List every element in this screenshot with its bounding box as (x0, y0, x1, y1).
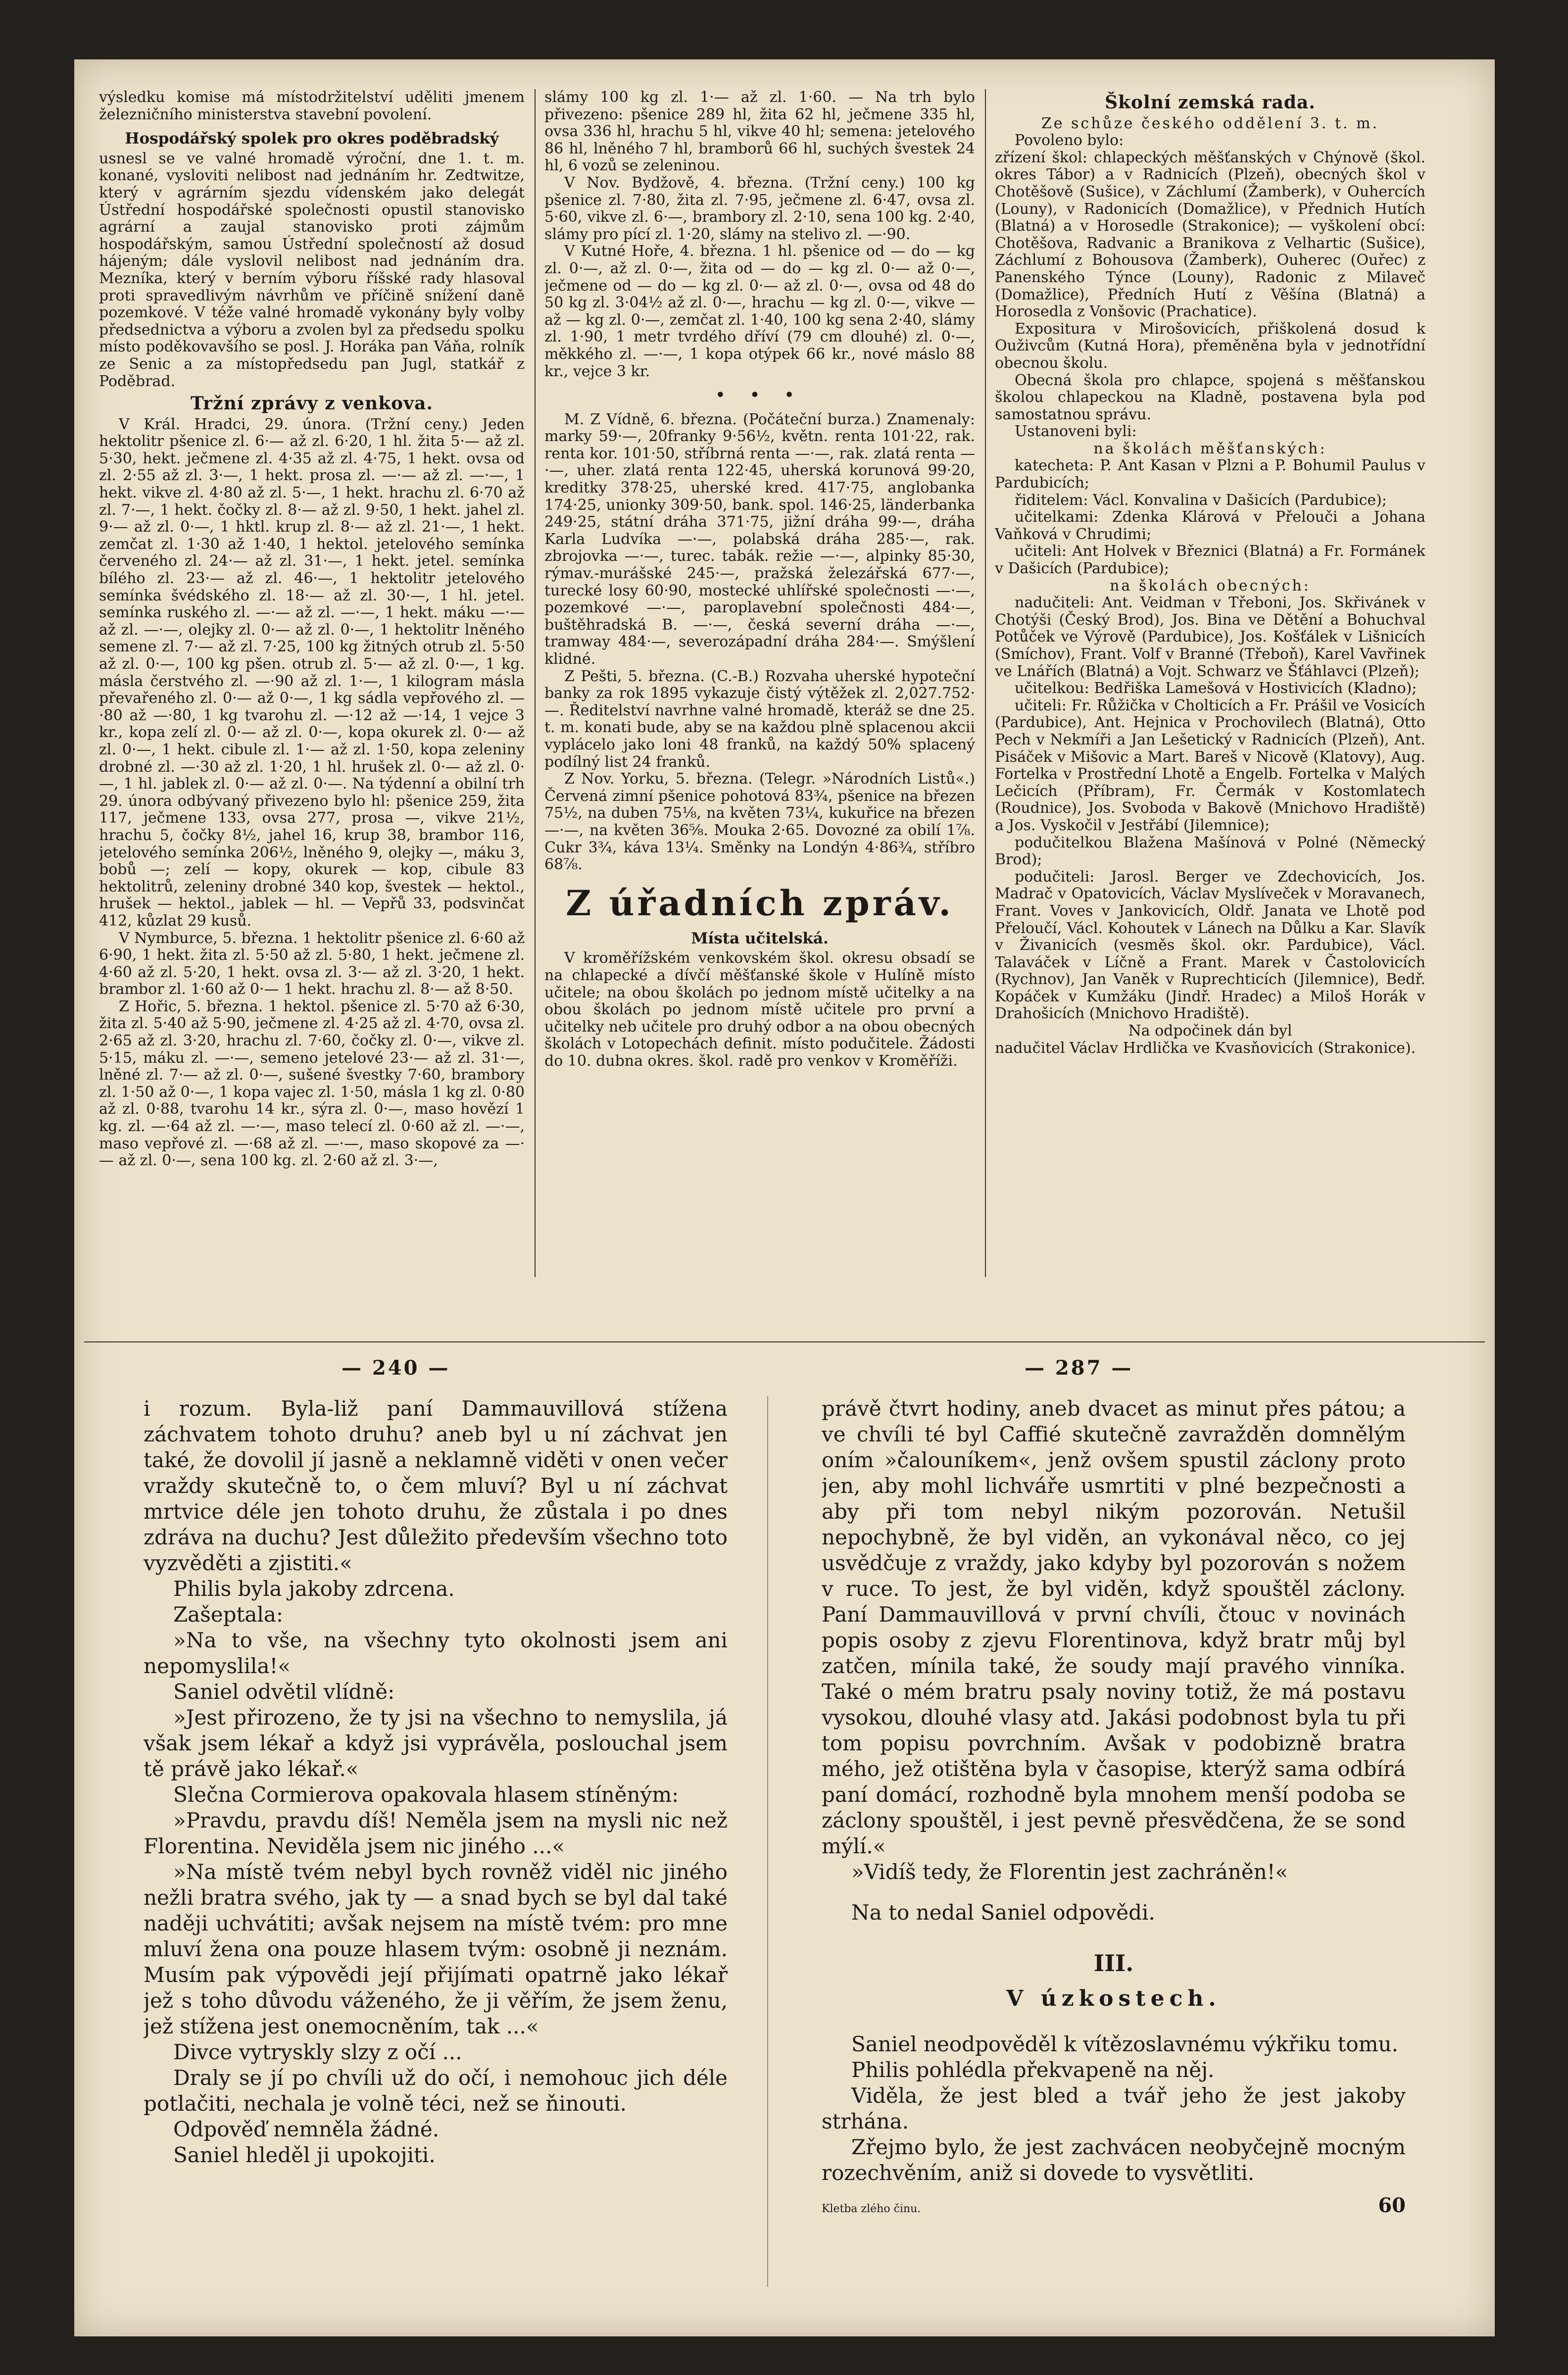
chapter-number: III. (1093, 1950, 1134, 1977)
subheading: Ze schůze českého oddělení 3. t. m. (1041, 114, 1379, 132)
text-paragraph: Zřejmo bylo, že jest zachvácen neobyčejně mocným rozechvěním, aniž si dovede to vysvětliti. (822, 2135, 1406, 2185)
column-2 (544, 89, 975, 1317)
text-paragraph: Saniel hleděl ji upokojiti. (173, 2143, 436, 2167)
section-separator: • • • (715, 387, 804, 404)
newspaper-sheet (74, 59, 1495, 2336)
text-paragraph: »Pravdu, pravdu díš! Neměla jsem na mysli nic než Florentina. Neviděla jsem nic jiného ...« (144, 1808, 728, 1858)
chapter-title: V úzkostech. (1006, 1986, 1221, 2011)
page-number: — 287 — (1025, 1356, 1133, 1380)
text-paragraph: učitelkami: Zdenka Klárová v Přelouči a Johana Vaňková v Chrudimi; (995, 508, 1425, 543)
subheading: na školách měšťanských: (1093, 440, 1327, 457)
section-divider (84, 1341, 1485, 1342)
text-paragraph: Divce vytryskly slzy z očí ... (173, 2040, 462, 2064)
page-divider (767, 1396, 768, 2287)
text-paragraph: »Na místě tvém nebyl bych rovněž viděl nic jiného nežli bratra svého, jak ty — a snad bych se byl dal také naději uchvátiti; avšak nejsem na místě tvém: pro mne mluví žena ona pouze hlasem tvým: osobně ji neznám. Musím pak výpovědi její přijímati opatrně jako lékař jež s toho důvodu váženého, že ji věřím, že jsem ženu, jež stížena jest onemocněním, tak ...« (144, 1860, 728, 2038)
text-paragraph: Na to nedal Saniel odpovědi. (851, 1900, 1155, 1925)
text-paragraph: výsledku komise má místodržitelství uděliti jmenem železničního ministerstva stavební povolení. (99, 89, 525, 123)
text-paragraph: Philis pohlédla překvapeně na něj. (851, 2058, 1215, 2082)
section-title: Z úřadních zpráv. (566, 882, 954, 924)
sheet-number: 60 (1378, 2194, 1406, 2217)
section-heading: Školní zemská rada. (1105, 92, 1316, 113)
text-paragraph: Viděla, že jest bled a tvář jeho že jest jakoby strhána. (822, 2083, 1406, 2133)
column-3 (995, 89, 1425, 1317)
text-paragraph: podučitelkou Blažena Mašínová v Polné (Německý Brod); (995, 834, 1425, 869)
text-paragraph: řiditelem: Václ. Konvalina v Dašicích (Pardubice); (1015, 491, 1387, 509)
subheading: na školách obecných: (1110, 577, 1311, 594)
text-paragraph: zřízení škol: chlapeckých měšťanských v Chýnově (škol. okres Tábor) a v Radnicích (Plzeň), obecných škol v Chotěšově (Sušice), v Záchlumí (Žamberk), v Ouhercích (Louny), v Radonicích (Domažlice), v Přednich Hutích (Blatná) a v Horosedle (Strakonice); — vyškolení obcí: Chotěšova, Radvanic a Branikova z Velhartic (Sušice), Záchlumí z Bohousova (Žamberk), Ouherec (Ouřec) z Panenského Týnce (Louny), Radonic z Milaveč (Domažlice), Předních Hutí z Věšína (Blatná) a Horosedla z Vonšovic (Prachatice). (995, 148, 1425, 321)
footer-note: Kletba zlého činu. (822, 2203, 921, 2215)
text-paragraph: Obecná škola pro chlapce, spojená s měšťanskou školou chlapeckou na Kladně, postavena byla pod samostatnou správu. (995, 371, 1425, 423)
column-divider (985, 89, 986, 1277)
page-number: — 240 — (342, 1356, 450, 1380)
section-heading: Místa učitelská. (691, 929, 829, 947)
page-footer (822, 2193, 1406, 2222)
section-heading: Hospodářský spolek pro okres poděbradský (125, 130, 499, 148)
text-paragraph: slámy 100 kg zl. 1·— až zl. 1·60. — Na trh bylo přivezeno: pšenice 289 hl, žita 62 hl, ječmene 335 hl, ovsa 336 hl, hrachu 5 hl, vikve 40 hl; semena: jetelového 86 hl, lněného 7 hl, bramborů 66 hl, suchých švestek 24 hl, 6 vozů se zeleninou. (544, 89, 975, 175)
text-paragraph: V kroměřížském venkovském škol. okresu obsadí se na chlapecké a dívčí měšťanské škole v Hulíně místo učitele; na obou školách po jednom místě učitelky a na obou školách po jednom místě učitele pro první a učitelky neb učitele pro druhý odbor a na obou obecných školách v Lotopechách definit. místo podučitele. Žádosti do 10. dubna okres. škol. radě pro venkov v Kroměříži. (544, 949, 975, 1070)
text-paragraph: V Nymburce, 5. března. 1 hektolitr pšenice zl. 6·60 až 6·90, 1 hekt. žita zl. 5·50 až zl. 5·80, 1 hekt. ječmene zl. 4·60 až zl. 5·20, 1 hekt. ovsa zl. 3·— až zl. 3·20, 1 hekt. brambor zl. 1·60 až 0·— 1 hekt. hrachu zl. 8·— až 8·50. (99, 929, 525, 998)
text-paragraph: Na odpočinek dán byl (1128, 1022, 1292, 1040)
text-paragraph: právě čtvrt hodiny, aneb dvacet as minut přes pátou; a ve chvíli té byl Caffié skutečně zavražděn domnělým oním »čalouníkem«, jenž ovšem spustil záclony proto jen, aby mohl lichváře usmrtiti v plné bezpečnosti a aby při tom nebyl nikým pozorován. Netušil nepochybně, že byl viděn, an vykonával něco, co jej usvědčuje z vraždy, jako kdyby byl pozorován s nožem v ruce. To jest, že byl viděn, když spouštěl záclony. Paní Dammauvillová v první chvíli, čtouc v novinách popis osoby z zjevu Florentinova, když bratr můj byl zatčen, mínila také, že soudy mají pravého vinníka. Také o mém bratru psaly noviny totiž, že má postavu vysokou, dlouhé vlasy atd. Jakási podobnost byla tu při tom popisu povrchním. Avšak v podobizně bratra mého, jež otištěna byla v časopise, kterýž sama odbírá paní domácí, rozhodně byla mnohem menší podoba se záclony spouštěl, i jest pevně přesvědčena, že se sond mýlí.« (822, 1396, 1406, 1858)
text-paragraph: Expositura v Mirošovicích, přiškolená dosud k Ouživcům (Kutná Hora), přeměněna byla v jednotřídní obecnou školu. (995, 320, 1425, 372)
text-paragraph: Z Pešti, 5. března. (C.-B.) Rozvaha uherské hypoteční banky za rok 1895 vykazuje čistý výtěžek zl. 2,027.752·—. Ředitelství navrhne valné hromadě, kteráž se dne 25. t. m. konati bude, aby se na každou plně splacenou akcii vyplácelo jako loni 48 franků, na každý 50% splacený podílný list 24 franků. (544, 667, 975, 771)
text-paragraph: »Na to vše, na všechny tyto okolnosti jsem ani nepomyslila!« (144, 1628, 728, 1678)
column-1 (99, 89, 525, 1317)
section-heading: Tržní zprávy z venkova. (191, 393, 433, 414)
text-paragraph: Draly se jí po chvíli už do očí, i nemohouc jich déle potlačiti, nechala je volně téci, než se ňinouti. (144, 2066, 728, 2116)
text-paragraph: učitelkou: Bedřiška Lamešová v Hostivicích (Kladno); (1015, 680, 1417, 697)
text-paragraph: nadučiteli: Ant. Veidman v Třeboni, Jos. Skřivánek v Chotýši (Český Brod), Jos. Bina ve Dětění a Bohuchval Potůček ve Výrově (Pardubice), Jos. Košťálek v Lišnicích (Smíchov), Frant. Volf v Branné (Třeboň), Karel Vavřinek ve Lnářích (Blatná) a Vojt. Schwarz ve Šťáhlavci (Plzeň); (995, 594, 1425, 680)
text-paragraph: V Nov. Bydžově, 4. března. (Tržní ceny.) 100 kg pšenice zl. 7·80, žita zl. 7·95, ječmene zl. 6·47, ovsa zl. 5·60, vikve zl. 6·—, brambory zl. 2·10, sena 100 kg. 2·40, slámy pro pící zl. 1·20, slámy na stelivo zl. —·90. (544, 174, 975, 243)
left-novel-page (144, 1396, 728, 2317)
text-paragraph: usnesl se ve valné hromadě výroční, dne 1. t. m. konané, vysloviti nelibost nad jednáním hr. Zedtwitze, který v agrárním sjezdu vídenském jako delegát Ústřední hospodářské společnosti opustil stanovisko agrární a zaujal stanovisko proti zájmům hospodářským, samou Ústřední společností až dosud hájeným; dále vyslovil nelibost nad jednáním dra. Mezníka, který v berním výboru říšské rady hlasoval proti spravedlivým návrhům ve příčině snížení daně pozemkové. V téže valné hromadě vykonány byly volby předsednictva a výboru a zvolen byl za předsedu spolku místo poděkovavšího se posl. J. Horáka pan Váňa, rolník ze Senic a za místopředsedu pan Jugl, statkář z Poděbrad. (99, 149, 525, 390)
text-paragraph: Ustanoveni byli: (1015, 423, 1137, 441)
text-paragraph: Odpověď nemněla žádné. (173, 2117, 440, 2141)
text-paragraph: V Kutné Hoře, 4. března. 1 hl. pšenice od — do — kg zl. 0·—, až zl. 0·—, žita od — do — kg zl. 0·— až 0·—, ječmene od — do — kg zl. 0·— až zl. 0·—, ovsa od 48 do 50 kg zl. 3·04½ až zl. 0·—, hrachu — kg zl. 0·—, vikve — až — kg zl. 0·—, zemčat zl. 1·40, 100 kg sena 2·40, slámy zl. 1·90, 1 metr tvrdého dříví (79 cm dlouhé) zl. 0·—, měkkého zl. —·—, 1 kopa otýpek 66 kr., nové máslo 88 kr., vejce 3 kr. (544, 243, 975, 380)
text-paragraph: V Král. Hradci, 29. února. (Tržní ceny.) Jeden hektolitr pšenice zl. 6·— až zl. 6·20, 1 hl. žita 5·— až zl. 5·30, hekt. ječmene zl. 4·35 až zl. 4·75, 1 hekt. ovsa od zl. 2·55 až zl. 3·—, 1 hekt. prosa zl. —·— až zl. —·—, 1 hekt. vikve zl. 4·80 až zl. 5·—, 1 hekt. hrachu zl. 6·70 až zl. 7·—, 1 hekt. čočky zl. 8·— až zl. 9·50, 1 hekt. jahel zl. 9·— až zl. 0·—, 1 hktl. krup zl. 8·— až zl. 21·—, 1 hekt. zemčat zl. 1·30 až 1·40, 1 hektol. jetelového semínka červeného zl. 24·— až zl. 31·—, 1 hekt. jetel. semínka bílého zl. 23·— až zl. 46·—, 1 hektolitr jetelového semínka švédského zl. 18·— až zl. 30·—, 1 hl. jetel. semínka ruského zl. —·— až zl. —·—, 1 hekt. máku —·— až zl. —·—, olejky zl. 0·— až zl. 0·—, 1 hektolitr lněného semene zl. 7·— až zl. 7·25, 100 kg žitných otrub zl. 5·50 až zl. 0·—, 100 kg pšen. otrub zl. 5·— až zl. 0·—, 1 kg. másla čerstvého zl. —·90 až zl. 1·—, 1 kilogram másla převařeného zl. 0·— až 0·—, 1 kg sádla vepřového zl. —·80 až —·80, 1 kg tvarohu zl. —·12 až —·14, 1 vejce 3 kr., kopa zelí zl. 0·— až zl. 0·—, kopa okurek zl. 0·— až zl. 0·—, 1 hekt. cibule zl. 1·— až zl. 1·50, kopa zeleniny drobné zl. —·30 až zl. 1·20, 1 hl. hrušek zl. 0·— až zl. 0·—, 1 hl. jablek zl. 0·— až zl. 0·—. Na týdenní a obilní trh 29. února odbývaný přivezeno bylo hl: pšenice 259, žita 117, ječmene 133, ovsa 277, prosa —, vikve 21½, hrachu 5, čočky 8½, jahel 16, krup 38, brambor 116, jetelového semínka 206½, lněného 9, olejky —, máku 3, bobů —; zelí — kopy, okurek — kop, cibule 83 hektolitrů, zeleniny drobné 340 kop, švestek — hektol., hrušek — hektol., jablek — hl. — Vepřů 33, podsvinčat 412, kůzlat 29 kusů. (99, 415, 525, 930)
text-paragraph: Philis byla jakoby zdrcena. (173, 1577, 455, 1601)
text-paragraph: Saniel neodpověděl k vítězoslavnému výkřiku tomu. (851, 2032, 1398, 2056)
text-paragraph: katecheta: P. Ant Kasan v Plzni a P. Bohumil Paulus v Pardubicích; (995, 457, 1425, 492)
text-paragraph: Z Hořic, 5. března. 1 hektol. pšenice zl. 5·70 až 6·30, žita zl. 5·40 až 5·90, ječmene zl. 4·25 až zl. 4·70, ovsa zl. 2·65 až zl. 3·20, hrachu zl. 7·60, čočky zl. 0·—, vikve zl. 5·15, máku zl. —·—, semeno jetelové 23·— až zl. 31·—, lněné zl. 7·— až zl. 0·—, sušené švestky 7·60, brambory zl. 1·50 až 0·—, 1 kopa vajec zl. 1·50, másla 1 kg zl. 0·80 až zl. 0·88, tvarohu 14 kr., sýra zl. 0·—, maso hovězí 1 kg. zl. —·64 až zl. —·—, maso telecí zl. 0·60 až zl. —·—, maso vepřové zl. —·68 až zl. —·—, maso skopové za —·— až zl. 0·—, sena 100 kg. zl. 2·60 až zl. 3·—, (99, 997, 525, 1170)
text-paragraph: Saniel odvětil vlídně: (173, 1680, 395, 1704)
text-paragraph: Slečna Cormierova opakovala hlasem stíněným: (173, 1782, 679, 1807)
text-paragraph: i rozum. Byla-liž paní Dammauvillová stížena záchvatem tohoto druhu? aneb byl u ní záchvat jen také, že dovolil jí jasně a neklamně viděti v onen večer vraždy skutečně to, o čem mluví? Byl u ní záchvat mrtvice déle jen tohoto druhu, že zůstala i po dnes zdráva na duchu? Jest důležito především všechno toto vyzvěděti a zjistiti.« (144, 1396, 728, 1575)
column-divider (535, 89, 536, 1277)
text-paragraph: podučiteli: Jarosl. Berger ve Zdechovicích, Jos. Madrač v Opatovicích, Václav Myslíveček v Moravanech, Frant. Voves v Jankovicích, Oldř. Janata ve Lhotě pod Přeloučí, Václ. Kohoutek v Lánech na Důlku a Kar. Slavík v Živanicích (vesměs škol. okr. Pardubice), Václ. Talaváček v Líčně a Frant. Marek v Častolovicích (Rychnov), Jan Vaněk v Ruprechticích (Jilemnice), Bedř. Kopáček v Kumžáku (Jindř. Hradec) a Miloš Horák v Drahošicích (Mnichovo Hradiště). (995, 868, 1425, 1023)
text-paragraph: »Vidíš tedy, že Florentin jest zachráněn!« (851, 1860, 1288, 1884)
text-paragraph: Povoleno bylo: (1015, 132, 1124, 149)
text-paragraph: učiteli: Ant Holvek v Březnici (Blatná) a Fr. Formánek v Dašicích (Pardubice); (995, 543, 1425, 578)
right-novel-page (822, 1396, 1406, 2317)
text-paragraph: M. Z Vídně, 6. března. (Počáteční burza.) Znamenaly: marky 59·—, 20franky 9·56½, květn. renta 101·22, rak. renta kor. 101·50, stříbrná renta —·—, rak. zlatá renta —·—, uher. zlatá renta 122·45, uherská korunová 99·20, kreditky 378·25, uherské kred. 417·75, anglobanka 174·25, unionky 309·50, bank. spol. 146·25, länderbanka 249·25, státní dráha 371·75, jižní dráha 99·—, dráha Karla Ludvíka —·—, polabská dráha 285·—, rak. zbrojovka —·—, turec. tabák. režie —·—, alpinky 85·30, rýmav.-murášské 245·—, pražská železářská 677·—, turecké losy 60·90, mostecké uhlířské společnosti —·—, pozemkové —·—, paroplavební společnosti 484·—, buštěhradská B. —·—, česká severní dráha —·—, tramway 484·—, severozápadní dráha 284·—. Smýšlení klidné. (544, 410, 975, 668)
text-paragraph: Zašeptala: (173, 1602, 284, 1627)
text-paragraph: »Jest přirozeno, že ty jsi na všechno to nemyslila, já však jsem lékař a když jsi vyprávěla, poslouchal jsem tě právě jako lékař.« (144, 1705, 728, 1781)
text-paragraph: nadučitel Václav Hrdlička ve Kvasňovicích (Strakonice). (995, 1039, 1416, 1057)
text-paragraph: učiteli: Fr. Růžička v Cholticích a Fr. Prášil ve Vosicích (Pardubice), Ant. Hejnica v Prochovilech (Blatná), Otto Pech v Nekmíři a Jan Lešetický v Radnicích (Plzeň), Ant. Pisáček v Mišovic a Mart. Bareš v Nicově (Klatovy), Aug. Fortelka v Prostřední Lhotě a Engelb. Fortelka v Malých Lečicích (Příbram), Fr. Čermák v Kostomlatech (Roudnice), Jos. Svoboda v Bakově (Mnichovo Hradiště) a Jos. Vyskočil v Jestřábí (Jilemnice); (995, 696, 1425, 834)
text-paragraph: Z Nov. Yorku, 5. března. (Telegr. »Národních Listů«.) Červená zimní pšenice pohotová 83¾, pšenice na březen 75½, na duben 75⅛, na květen 73¼, kukuřice na březen —·—, na květen 36⅝. Mouka 2·65. Dovozné za obilí 1⅞. Cukr 3¾, káva 13¼. Směnky na Londýn 4·86¾, stříbro 68⅞. (544, 770, 975, 874)
